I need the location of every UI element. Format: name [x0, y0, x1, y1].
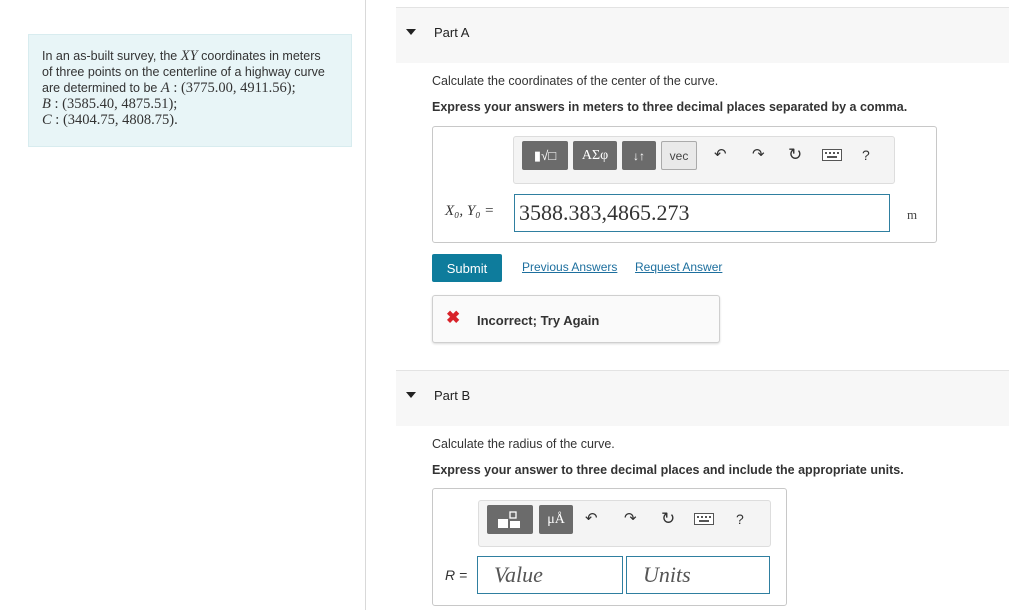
help-icon[interactable]: ? — [862, 147, 870, 163]
units-input[interactable]: Units — [626, 556, 770, 594]
redo-icon[interactable]: ↷ — [624, 510, 637, 527]
templates-button[interactable] — [487, 505, 533, 534]
part-b-answer-box — [432, 488, 787, 606]
part-a-title: Part A — [434, 25, 470, 40]
units-button[interactable]: μÅ — [539, 505, 573, 534]
submit-button[interactable]: Submit — [432, 254, 502, 282]
subscript-superscript-button[interactable]: ↓↑ — [622, 141, 656, 170]
part-a-answer-input[interactable]: 3588.383,4865.273 — [514, 194, 890, 232]
collapse-triangle-icon[interactable] — [406, 392, 416, 398]
part-a-math-toolbar — [513, 136, 895, 184]
feedback-box — [432, 295, 720, 343]
incorrect-x-icon: ✖ — [446, 308, 461, 327]
reset-icon[interactable]: ↻ — [788, 145, 803, 164]
part-b-math-toolbar — [478, 500, 771, 547]
part-a-instruction: Calculate the coordinates of the center of the curve. — [432, 74, 719, 88]
keyboard-icon[interactable] — [694, 513, 714, 529]
part-b-instruction: Calculate the radius of the curve. — [432, 437, 615, 451]
part-a-header[interactable] — [396, 7, 1009, 63]
redo-icon[interactable]: ↷ — [752, 146, 765, 163]
problem-statement — [28, 34, 352, 147]
keyboard-icon[interactable] — [822, 149, 842, 165]
part-a-answer-box — [432, 126, 937, 243]
templates-button[interactable]: ▮√□ — [522, 141, 568, 170]
previous-answers-link[interactable]: Previous Answers — [522, 260, 618, 274]
problem-text: In an as-built survey, the XY coordinates in meters of three points on the centerline of a highway curve are determined to be A : (3775.00, 4911.56); B : (3585.40, 4875.51); C : (3404.75, 4808.75). — [42, 48, 325, 128]
undo-icon[interactable]: ↶ — [714, 146, 727, 163]
value-input[interactable]: Value — [477, 556, 623, 594]
part-b-title: Part B — [434, 388, 471, 403]
part-a-unit: m — [907, 207, 918, 222]
collapse-triangle-icon[interactable] — [406, 29, 416, 35]
request-answer-link[interactable]: Request Answer — [635, 260, 723, 274]
part-a-instruction-bold: Express your answers in meters to three decimal places separated by a comma. — [432, 100, 908, 114]
reset-icon[interactable]: ↻ — [661, 509, 676, 528]
greek-symbols-button[interactable]: ΑΣφ — [573, 141, 617, 170]
feedback-message: Incorrect; Try Again — [477, 313, 600, 328]
vector-button[interactable]: vec — [661, 141, 697, 170]
part-a-equation-label: X₀, Y₀ = — [445, 203, 495, 219]
column-divider — [365, 0, 366, 610]
help-icon[interactable]: ? — [736, 511, 744, 527]
part-b-header[interactable] — [396, 370, 1009, 426]
part-b-instruction-bold: Express your answer to three decimal places and include the appropriate units. — [432, 463, 904, 477]
undo-icon[interactable]: ↶ — [585, 510, 598, 527]
part-b-equation-label: R = — [445, 567, 468, 583]
